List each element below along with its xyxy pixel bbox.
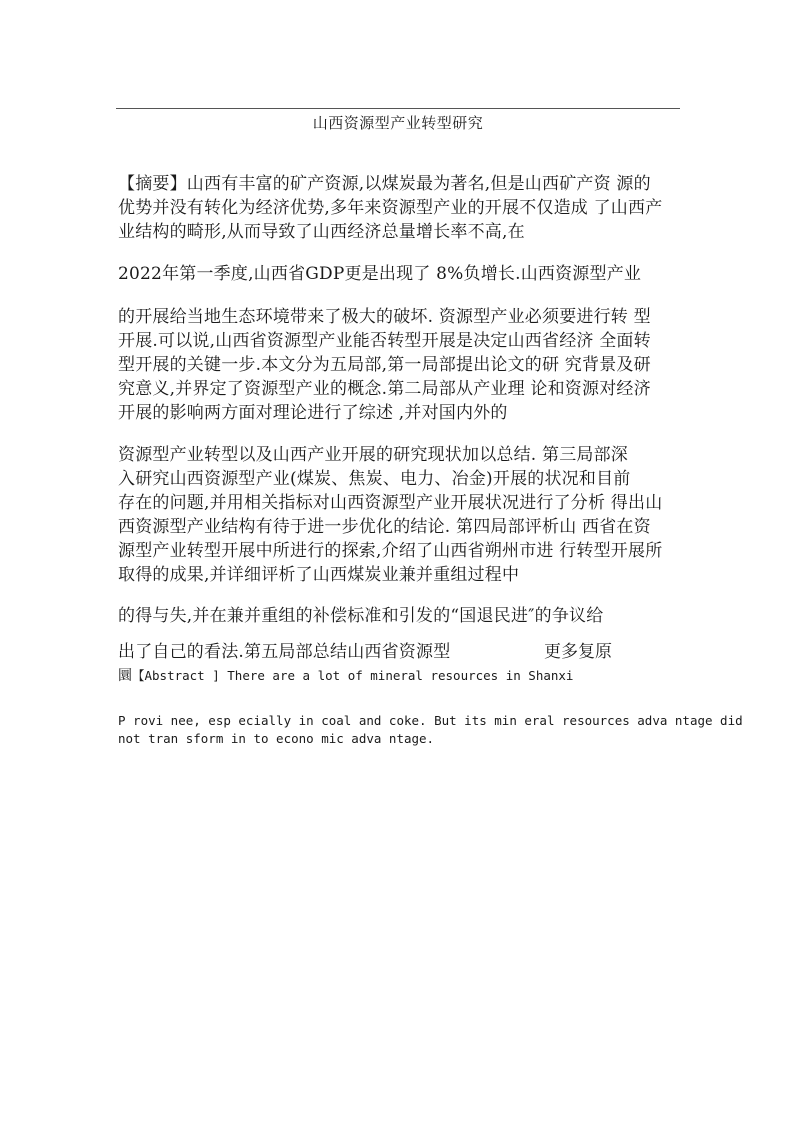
- body-line: 资源型产业转型以及山西产业开展的研究现状加以总结. 第三局部深: [118, 445, 629, 465]
- abstract-heading-line: [118, 666, 573, 685]
- english-line: P rovi nee, esp ecially in coal and coke. But its min eral resources adva ntage did: [118, 713, 743, 728]
- body-line: 存在的问题,并用相关指标对山西资源型产业开展状况进行了分析 得出山: [118, 493, 663, 513]
- body-line: 开展的影响两方面对理论进行了综述 ,并对国内外的: [118, 403, 508, 423]
- abstract-prefix-glyph: 圜: [118, 668, 132, 684]
- document-title: 山西资源型产业转型研究: [312, 114, 484, 132]
- body-line: 出了自己的看法.第五局部总结山西省资源型: [118, 642, 451, 662]
- body-line: 源型产业转型开展中所进行的探索,介绍了山西省朔州市进 行转型开展所: [118, 541, 663, 561]
- body-line: 西资源型产业结构有待于进一步优化的结论. 第四局部评析山 西省在资: [118, 517, 651, 537]
- body-line: 2022年第一季度,山西省GDP更是出现了 8%负增长.山西资源型产业: [118, 264, 642, 284]
- body-line: 究意义,并界定了资源型产业的概念.第二局部从产业理 论和资源对经济: [118, 379, 651, 399]
- body-line: 型开展的关键一步.本文分为五局部,第一局部提出论文的研 究背景及研: [118, 355, 651, 375]
- more-link[interactable]: 更多复原: [544, 642, 612, 662]
- body-line: 的得与失,并在兼并重组的补偿标准和引发的“国退民进″的争议给: [118, 606, 604, 626]
- body-line: 【摘要】山西有丰富的矿产资源,以煤炭最为著名,但是山西矿产资 源的: [118, 174, 651, 194]
- body-line: 的开展给当地生态环境带来了极大的破坏. 资源型产业必须要进行转 型: [118, 307, 651, 327]
- body-line: 取得的成果,并详细评析了山西煤炭业兼并重组过程中: [118, 565, 520, 585]
- english-line: not tran sform in to econo mic adva ntage.: [118, 731, 435, 746]
- body-line: 开展.可以说,山西省资源型产业能否转型开展是决定山西省经济 全面转: [118, 331, 651, 351]
- body-line: 入研究山西资源型产业(煤炭、焦炭、电力、冶金)开展的状况和目前: [118, 469, 631, 489]
- header-rule: [116, 108, 680, 109]
- body-line: 优势并没有转化为经济优势,多年来资源型产业的开展不仅造成 了山西产: [118, 198, 663, 218]
- abstract-first-line: 【Abstract ] There are a lot of mineral resources in Shanxi: [132, 668, 574, 683]
- body-line: 业结构的畸形,从而导致了山西经济总量增长率不高,在: [118, 222, 525, 242]
